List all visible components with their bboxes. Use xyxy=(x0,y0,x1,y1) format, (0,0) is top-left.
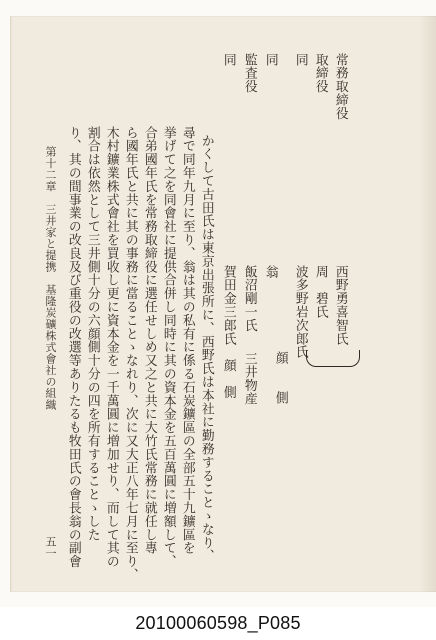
body-line: かくして古田氏は東京出張所に、西野氏は本社に勤務することゝなり、 xyxy=(198,134,214,563)
officer-name: 周 碧氏 xyxy=(312,265,328,319)
body-line: 合弟國年氏を常務取締役に選任せしめ又之と共に大竹氏常務に就任し專 xyxy=(141,126,157,555)
body-line: 尋で同年九月に至り、翁は其の私有に係る石炭鑛區の全部五十九鑛區を xyxy=(179,126,195,555)
body-line: 木村鑛業株式會社を買收し更に資本金を一千萬圓に増加せり、而して其の xyxy=(103,126,119,569)
body-line: 挙げて之を同會社に提供合併し同時に其の資本金を五百萬圓に増額して、 xyxy=(160,126,176,569)
body-line: ら國年氏と共に其の事務に當ることゝなれり、次に又大正八年七月に至り、 xyxy=(122,126,138,582)
running-head: 第十二章 三井家と提携 基隆炭礦株式會社の組織 xyxy=(44,146,57,411)
officer-title: 同 xyxy=(262,53,278,67)
officer-name: 波多野岩次郎氏 xyxy=(292,265,308,359)
body-line: り、其の間事業の改良及び重役の改選等ありたるも牧田氏の會長翁の副會 xyxy=(65,126,81,569)
page-number: 五一 xyxy=(44,536,57,559)
officer-title: 常務取締役 xyxy=(332,53,348,120)
officer-title: 同 xyxy=(292,53,308,67)
officer-title: 取締役 xyxy=(312,53,328,94)
book-page xyxy=(10,16,436,592)
grouping-brace xyxy=(306,350,360,367)
page-fold-shadow xyxy=(419,16,436,592)
officer-title: 同 xyxy=(220,53,236,67)
officer-name: 飯沼剛一氏 xyxy=(241,265,257,332)
affiliation: 顔 側 xyxy=(272,351,288,405)
officer-title: 監査役 xyxy=(241,53,257,94)
officer-name: 西野勇喜智氏 xyxy=(332,265,348,346)
archive-caption: 20100060598_P085 xyxy=(135,613,301,633)
body-line: 割合は依然として三井側十分の六顔側十分の四を所有することゝした xyxy=(84,126,100,542)
affiliation: 三井物産 xyxy=(241,352,257,406)
officer-name: 賀田金三郎氏 顔 側 xyxy=(220,265,236,399)
officer-name: 翁 xyxy=(262,265,278,279)
